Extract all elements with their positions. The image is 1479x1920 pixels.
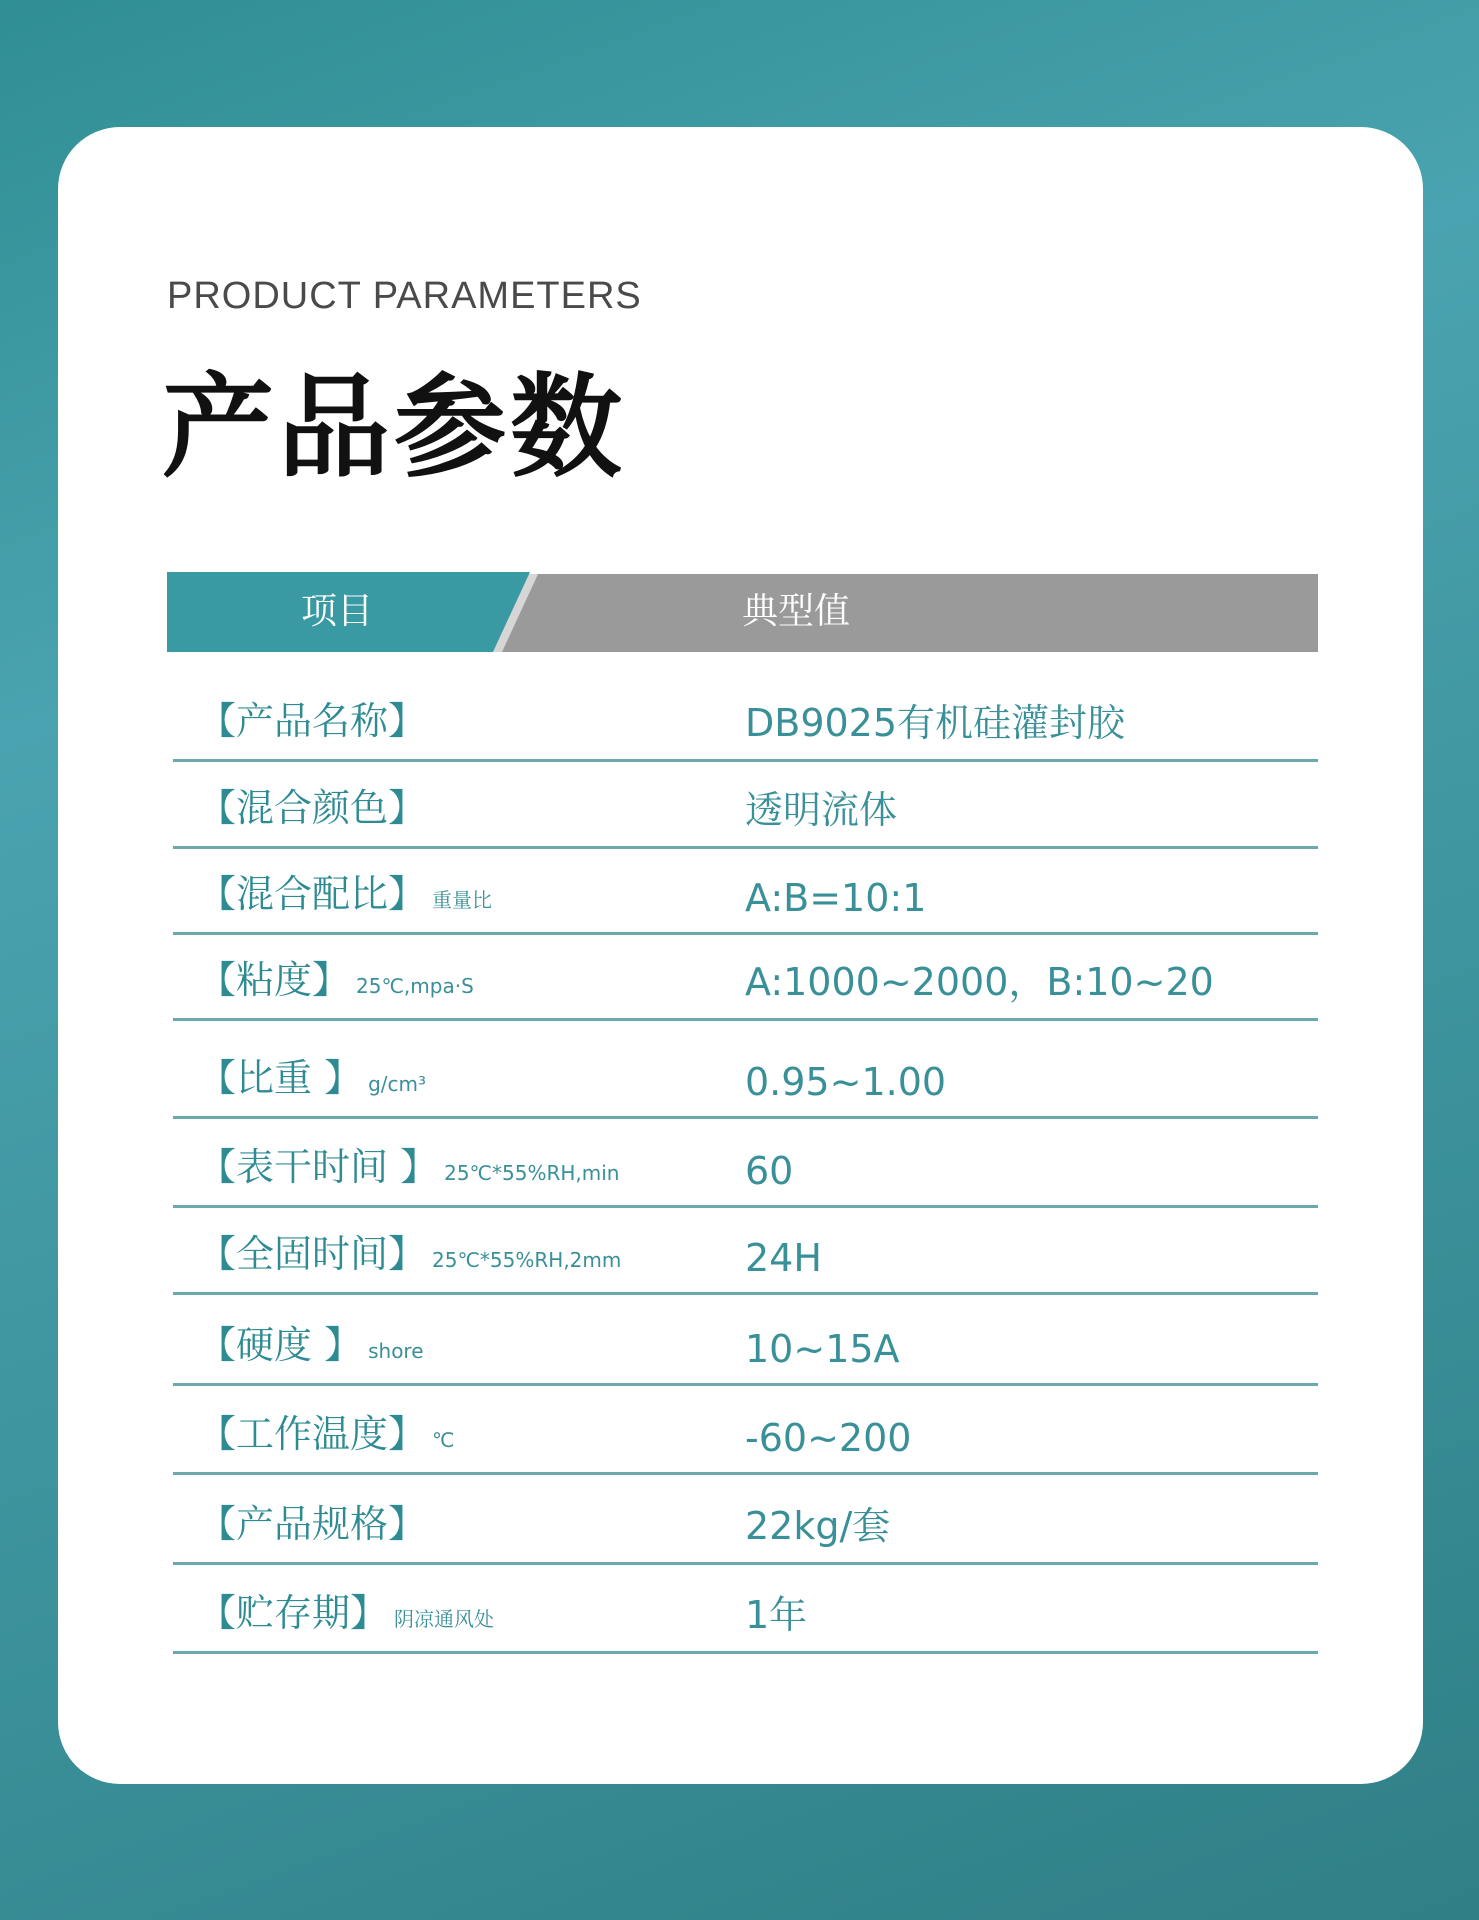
table-row (173, 1295, 1318, 1386)
row-unit: 重量比 (432, 888, 493, 912)
row-label: 【比重 】 (198, 1056, 363, 1100)
table-header (167, 572, 1318, 652)
row-value: 10~15A (745, 1327, 900, 1371)
table-row (173, 1021, 1318, 1119)
row-value: 透明流体 (745, 788, 898, 832)
row-label: 【产品规格】 (198, 1502, 427, 1546)
row-value: 22kg/套 (745, 1504, 891, 1548)
table-row (173, 1208, 1318, 1295)
row-value: 1年 (745, 1593, 808, 1637)
row-label: 【粘度】 (198, 958, 351, 1002)
table-row (173, 762, 1318, 849)
row-value: A:B=10:1 (745, 876, 927, 920)
row-unit: 25℃*55%RH,min (444, 1161, 620, 1185)
column-header-item: 项目 (300, 591, 373, 632)
row-value: 60 (745, 1149, 794, 1193)
row-value: A:1000~2000，B:10~20 (745, 960, 1214, 1004)
row-value: 24H (745, 1236, 822, 1280)
table-row (173, 849, 1318, 935)
subtitle: PRODUCT PARAMETERS (167, 275, 642, 317)
row-unit: ℃ (432, 1428, 455, 1452)
row-label: 【贮存期】 (198, 1591, 389, 1635)
row-label: 【表干时间 】 (198, 1145, 439, 1189)
row-unit: g/cm³ (368, 1072, 427, 1096)
table-row (173, 935, 1318, 1021)
row-label: 【混合颜色】 (198, 786, 427, 830)
row-unit: shore (368, 1339, 424, 1363)
table-row (173, 1475, 1318, 1565)
table-row (173, 1119, 1318, 1208)
row-value: DB9025有机硅灌封胶 (745, 701, 1126, 745)
row-label: 【工作温度】 (198, 1412, 427, 1456)
row-value: 0.95~1.00 (745, 1060, 947, 1104)
table-row (173, 655, 1318, 762)
row-value: -60~200 (745, 1416, 912, 1460)
row-label: 【全固时间】 (198, 1232, 427, 1276)
row-unit: 25℃,mpa·S (356, 974, 474, 998)
row-unit: 阴凉通风处 (394, 1607, 495, 1631)
row-label: 【硬度 】 (198, 1323, 363, 1367)
column-header-value: 典型值 (742, 591, 851, 632)
row-label: 【产品名称】 (198, 699, 427, 743)
table-row (173, 1386, 1318, 1475)
table-row (173, 1565, 1318, 1654)
row-unit: 25℃*55%RH,2mm (432, 1248, 622, 1272)
page-title: 产品参数 (162, 363, 626, 493)
row-label: 【混合配比】 (198, 872, 427, 916)
